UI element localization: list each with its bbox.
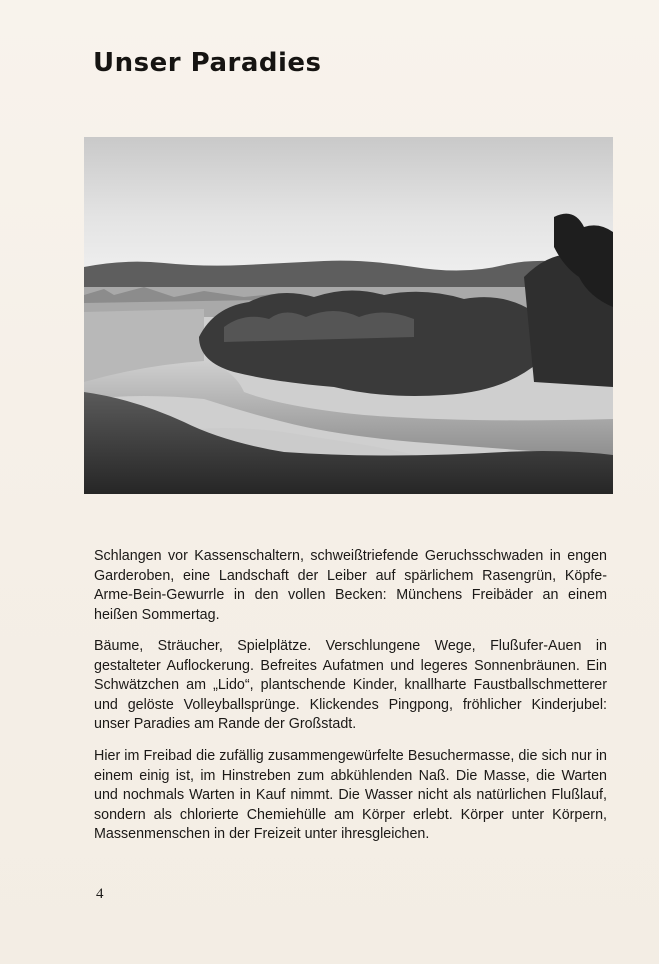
island-trees xyxy=(199,290,545,396)
photo-illustration xyxy=(84,137,613,494)
sky xyxy=(84,137,613,272)
paragraph-3: Hier im Freibad die zufällig zusammengewürfelte Besuchermasse, die sich nur in einem einig ist, im Hinstreben zum abkühlenden Naß. Die Masse, die Warten und nochmals Warten in Kauf nimmt. Die Wasser nicht als natürlichen Flußlauf, sondern als chlorierte Chemiehülle am Körper erlebt. Körper unter Körpern, Massenmenschen in der Freizeit unter ihresgleichen. xyxy=(94,748,607,842)
landscape-photo xyxy=(84,137,613,494)
page-number: 4 xyxy=(96,886,104,902)
paragraph-2: Bäume, Sträucher, Spielplätze. Verschlungene Wege, Flußufer-Auen in gestalteter Auflockerung. Befreites Aufatmen und legeres Sonnenbräunen. Ein Schwätzchen am „Lido“, plantschende Kinder, knallharte Faustballschmetterer und gelöste Volleyballsprünge. Klickendes Pingpong, fröhlicher Kinderjubel: unser Paradies am Rande der Großstadt. xyxy=(94,638,607,732)
paragraph-1: Schlangen vor Kassenschaltern, schweißtriefende Geruchsschwaden in engen Garderoben, eine Landschaft der Leiber auf spärlichem Rasengrün, Köpfe-Arme-Bein-Gewurrle in den vollen Becken: Münchens Freibäder an einem heißen Sommertag. xyxy=(94,548,607,623)
page-title: Unser Paradies xyxy=(93,48,322,78)
